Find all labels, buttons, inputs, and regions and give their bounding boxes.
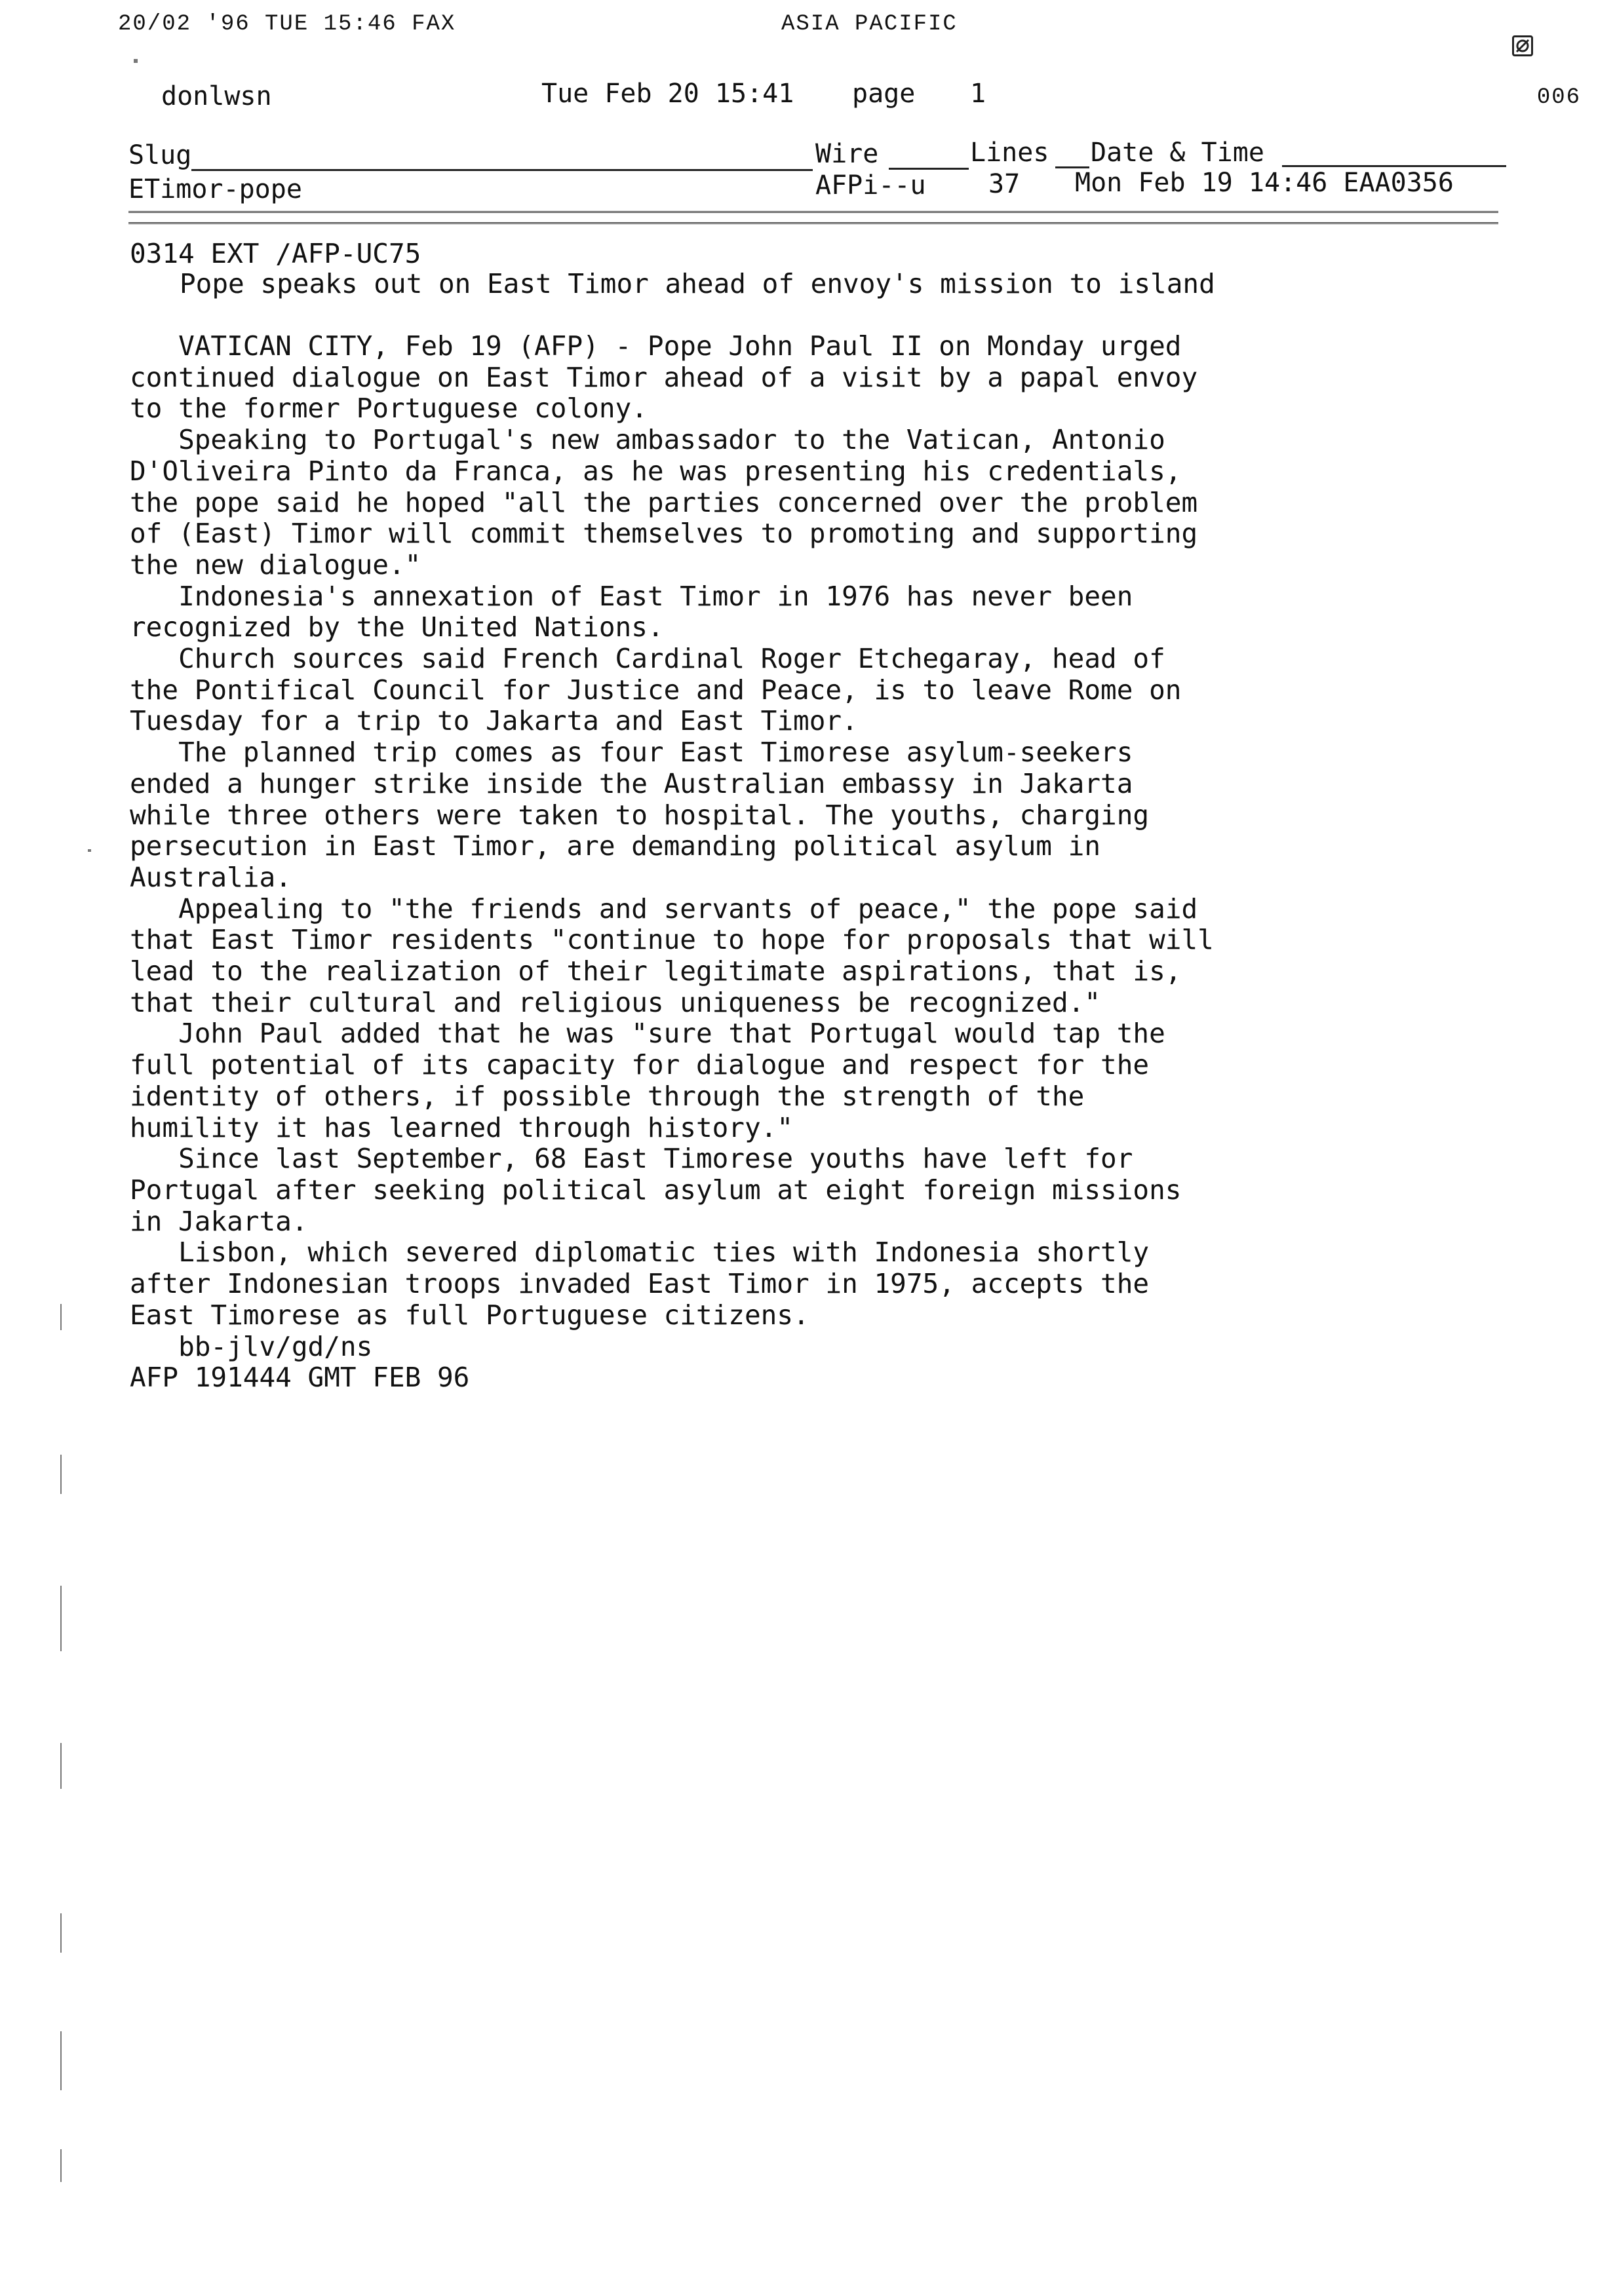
datetime-label: Date & Time [1091, 138, 1264, 168]
paragraph: Indonesia's annexation of East Timor in 1976 has never been recognized by the United Nations. [130, 580, 1133, 643]
slug-label: Slug [128, 140, 192, 170]
scan-streak [60, 1304, 62, 1330]
record-wire: AFPi--u [815, 170, 926, 201]
paragraph: Lisbon, which severed diplomatic ties with Indonesia shortly after Indonesian troops invaded East Timor in 1975, accepts the East Timorese as full Portuguese citizens. [130, 1236, 1150, 1331]
story-code: 0314 EXT /AFP-UC75 [130, 238, 421, 269]
fax-page-icon [1512, 35, 1533, 56]
lines-label: Lines [970, 138, 1049, 168]
record-slug: ETimor-pope [128, 174, 302, 204]
user-id: donlwsn [161, 81, 272, 111]
signoff: bb-jlv/gd/ns [130, 1330, 373, 1362]
story-body [130, 331, 1323, 1394]
fax-page-number [1483, 10, 1581, 110]
record-datetime: Mon Feb 19 14:46 EAA0356 [1075, 168, 1454, 198]
datetime-underline [1282, 165, 1506, 167]
scan-speck [134, 59, 138, 63]
wire-footer: AFP 191444 GMT FEB 96 [130, 1362, 470, 1394]
header-separator [128, 211, 1498, 224]
wire-underline [889, 168, 969, 170]
paragraph: VATICAN CITY, Feb 19 (AFP) - Pope John Paul II on Monday urged continued dialogue on East Timor ahead of a visit by a papal envoy to the former Portuguese colony. [130, 330, 1198, 425]
paragraph: Speaking to Portugal's new ambassador to the Vatican, Antonio D'Oliveira Pinto da Franca, as he was presenting his credentials, the pope said he hoped "all the parties concerned over the problem of (East) Timor will commit themselves to promoting and supporting the new dialogue." [130, 424, 1198, 581]
scan-streak [60, 1586, 62, 1651]
scan-streak [60, 1913, 62, 1953]
scan-streak [60, 2149, 62, 2182]
paragraph: Appealing to "the friends and servants of peace," the pope said that East Timor residents "continue to hope for proposals that will lead to the realization of their legitimate aspirations, that is, that their cultural and religious uniqueness be recognized." [130, 892, 1214, 1018]
paragraph: John Paul added that he was "sure that Portugal would tap the full potential of its capacity for dialogue and respect for the identity of others, if possible through the strength of the humility it has learned through history." [130, 1018, 1165, 1143]
slug-underline [191, 169, 813, 171]
page-label: page [852, 79, 916, 109]
paragraph: Church sources said French Cardinal Roger Etchegaray, head of the Pontifical Council for Justice and Peace, is to leave Rome on Tuesday for a trip to Jakarta and East Timor. [130, 643, 1182, 737]
paragraph: The planned trip comes as four East Timorese asylum-seekers ended a hunger strike inside the Australian embassy in Jakarta while three others were taken to hospital. The youths, charging persecution in East Timor, are demanding political asylum in Australia. [130, 737, 1150, 893]
scan-streak [60, 1743, 62, 1789]
fax-sender: ASIA PACIFIC [781, 12, 958, 37]
paragraph: Since last September, 68 East Timorese youths have left for Portugal after seeking political asylum at eight foreign missions in Jakarta. [130, 1143, 1182, 1237]
fax-page-value: 006 [1536, 85, 1582, 110]
scan-streak [60, 2031, 62, 2090]
page-number: 1 [970, 79, 986, 109]
scan-speck [88, 849, 91, 852]
headline: Pope speaks out on East Timor ahead of envoy's mission to island [180, 268, 1215, 299]
print-datetime: Tue Feb 20 15:41 [541, 79, 794, 109]
wire-label: Wire [815, 139, 879, 169]
record-lines: 37 [988, 169, 1021, 199]
scan-streak [60, 1455, 62, 1494]
fax-timestamp: 20/02 '96 TUE 15:46 FAX [118, 12, 456, 37]
